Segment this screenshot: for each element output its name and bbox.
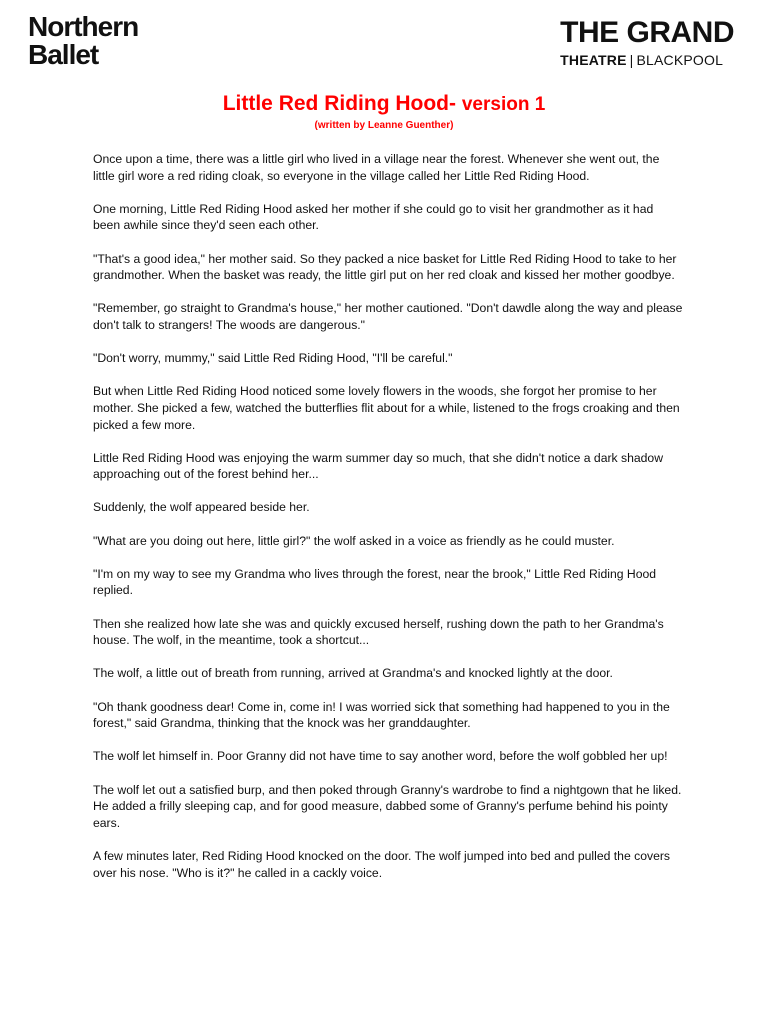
story-paragraph: The wolf let himself in. Poor Granny did not have time to say another word, before the wolf gobbled her up! (93, 749, 668, 764)
title-block (0, 90, 768, 133)
story-paragraph: "Oh thank goodness dear! Come in, come in! I was worried sick that something had happened to you in the forest," said Grandma, thinking that the knock was her granddaughter. (93, 699, 670, 731)
grand-theatre-logo-main: THE GRAND (560, 16, 734, 49)
story-paragraph: Suddenly, the wolf appeared beside her. (93, 500, 310, 515)
story-paragraph: The wolf let out a satisfied burp, and then poked through Granny's wardrobe to find a nightgown that he liked. He added a frilly sleeping cap, and for good measure, dabbed some of Granny's perfume behind his pointy ears. (93, 782, 682, 830)
logo-line-1: Northern (28, 11, 139, 42)
grand-theatre-logo (560, 17, 734, 69)
story-paragraph: "Remember, go straight to Grandma's house," her mother cautioned. "Don't dawdle along the way and please don't talk to strangers! The woods are dangerous." (93, 301, 683, 332)
story-paragraph: Once upon a time, there was a little girl who lived in a village near the forest. Whenever she went out, the little girl wore a red riding cloak, so everyone in the village called her Little Red Riding Hood. (93, 152, 660, 183)
logo-theatre-word: THEATRE (560, 52, 627, 68)
northern-ballet-logo (28, 13, 168, 69)
story-paragraph: The wolf, a little out of breath from running, arrived at Grandma's and knocked lightly at the door. (93, 666, 613, 681)
story-body (93, 151, 683, 898)
story-paragraph: "What are you doing out here, little girl?" the wolf asked in a voice as friendly as he could muster. (93, 533, 615, 548)
story-title (0, 90, 768, 119)
grand-theatre-logo-subline (560, 51, 734, 69)
story-paragraph: "Don't worry, mummy," said Little Red Riding Hood, "I'll be careful." (93, 351, 453, 366)
logo-line-2: Ballet (28, 39, 99, 70)
story-paragraph: Little Red Riding Hood was enjoying the warm summer day so much, that she didn't notice a dark shadow approaching out of the forest behind her... (93, 450, 664, 482)
story-title-main: Little Red Riding Hood- (222, 92, 456, 115)
story-title-version: version 1 (461, 94, 546, 115)
story-paragraph: One morning, Little Red Riding Hood asked her mother if she could go to visit her grandmother as it had been awhile since they'd seen each other. (93, 201, 654, 233)
story-byline: (written by Leanne Guenther) (314, 120, 454, 131)
story-paragraph: But when Little Red Riding Hood noticed some lovely flowers in the woods, she forgot her promise to her mother. She picked a few, watched the butterflies flit about for a while, listened to the frogs croaking and then picked a few more. (93, 384, 680, 432)
story-paragraph: Then she realized how late she was and quickly excused herself, rushing down the path to her Grandma's house. The wolf, in the meantime, took a shortcut... (93, 616, 664, 648)
story-paragraph: "That's a good idea," her mother said. So they packed a nice basket for Little Red Riding Hood to take to her grandmother. When the basket was ready, the little girl put on her red cloak and kissed her mother goodbye. (93, 251, 677, 283)
story-paragraph: "I'm on my way to see my Grandma who lives through the forest, near the brook," Little Red Riding Hood replied. (93, 566, 657, 598)
story-paragraph: A few minutes later, Red Riding Hood knocked on the door. The wolf jumped into bed and pulled the covers over his nose. "Who is it?" he called in a cackly voice. (93, 848, 671, 880)
logo-separator: | (629, 52, 634, 68)
logo-city-word: BLACKPOOL (636, 52, 724, 68)
